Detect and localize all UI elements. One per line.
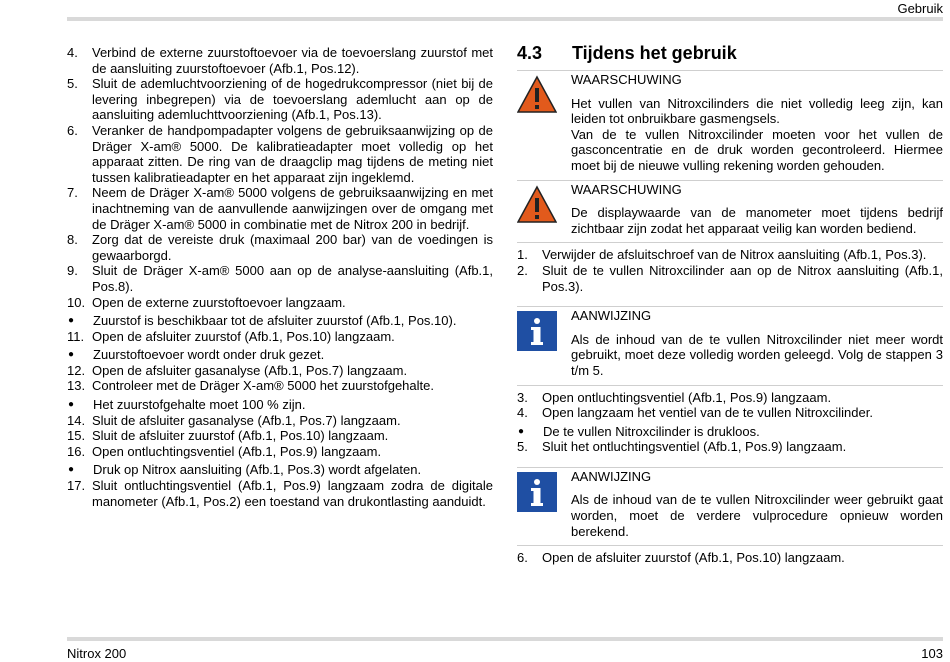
step-number: 17. [67,478,86,494]
list-item [67,76,493,123]
item-text: Het zuurstofgehalte moet 100 % zijn. [93,397,306,413]
step-number: 16. [67,443,86,459]
step-list [517,247,943,294]
warning-body: Het vullen van Nitroxcilinders die niet volledig leeg zijn, kan leiden tot onbruikbare gasmengsels. Van de te vullen Nitroxcilinder moeten voor het vullen de gasconcentratie en de druk worden gecontroleerd. Hiermee moet bij de nieuwe vulling rekening worden gehouden. [571,95,943,173]
list-item [517,439,943,455]
list-item [67,444,493,460]
list-item [517,263,943,294]
step-number: 13. [67,378,86,394]
list-item [67,413,493,429]
list-item [517,550,943,566]
step-list [517,550,943,566]
list-item [67,363,493,379]
item-text: De te vullen Nitroxcilinder is drukloos. [543,423,760,439]
list-item [67,185,493,232]
bullet-marker: ● [68,315,75,327]
divider [517,385,943,386]
step-number: 5. [67,76,78,92]
footer-rule [67,637,943,641]
left-column [67,45,493,509]
warning-body: De displaywaarde van de manometer moet tijdens bedrijf zichtbaar zijn zodat het apparaat veilig kan worden bediend. [571,205,943,236]
warning-box [517,180,943,237]
step-number: 8. [67,232,78,248]
bullet-marker: ● [68,464,75,476]
warning-title: WAARSCHUWING [571,181,682,197]
bullet-item [67,347,493,363]
info-icon [517,472,557,512]
item-text: Verbind de externe zuurstoftoevoer via de toevoerslang zuurstof met de aansluiting zuurstoftoevoer (Afb.1, Pos.12). [92,45,493,76]
info-icon [517,311,557,351]
item-text: Sluit de Dräger X-am® 5000 aan op de analyse-aansluiting (Afb.1, Pos.8). [92,263,493,294]
bullet-item [67,313,493,329]
step-number: 10. [67,294,86,310]
item-text: Verwijder de afsluitschroef van de Nitrox aansluiting (Afb.1, Pos.3). [542,247,927,263]
step-number: 15. [67,428,86,444]
section-title: Tijdens het gebruik [572,43,737,63]
list-item [67,45,493,76]
step-number: 2. [517,262,528,278]
item-text: Sluit de afsluiter zuurstof (Afb.1, Pos.10) langzaam. [92,428,389,444]
item-text: Sluit ontluchtingsventiel (Afb.1, Pos.9) langzaam zodra de digitale manometer (Afb.1, Pos.2) een toestand van drukontlasting aanduidt. [92,478,493,509]
step-number: 7. [67,185,78,201]
note-title: AANWIJZING [571,308,652,324]
step-number: 5. [517,439,528,455]
item-text: Sluit de ademluchtvoorziening of de hogedrukcompressor (niet bij de levering inbegrepen) via de toevoerslang ademlucht aan op de aansluiting ademluchttvoorziening (Afb.1, Pos.13). [92,76,493,123]
step-number: 14. [67,412,86,428]
bullet-item [67,397,493,413]
step-number: 6. [517,550,528,566]
item-text: Open de afsluiter zuurstof (Afb.1, Pos.10) langzaam. [92,328,395,344]
bullet-marker: ● [68,349,75,361]
warning-triangle-icon [517,75,557,115]
item-text: Sluit de afsluiter gasanalyse (Afb.1, Pos.7) langzaam. [92,412,401,428]
list-item [67,329,493,345]
item-text: Neem de Dräger X-am® 5000 volgens de gebruiksaanwijzing en met inachtneming van de aanvullende aanwijzingen over de omgang met de Dräger X-am® 5000 in combinatie met de Nitrox 200 in bedrijf. [92,185,493,232]
note-body: Als de inhoud van de te vullen Nitroxcilinder niet meer wordt gebruikt, moet deze volledig worden geleegd. Volg de stappen 3 t/m 5. [571,331,943,378]
item-text: Open ontluchtingsventiel (Afb.1, Pos.9) langzaam. [542,389,832,405]
warning-box [517,70,943,174]
list-item [517,405,943,421]
item-text: Open de afsluiter zuurstof (Afb.1, Pos.10) langzaam. [542,550,845,566]
step-number: 4. [67,45,78,60]
bullet-marker: ● [518,425,525,437]
header-rule [67,17,943,21]
note-box [517,306,943,378]
list-item [67,478,493,509]
divider [517,545,943,546]
item-text: Zuurstoftoevoer wordt onder druk gezet. [93,347,325,363]
note-box [517,467,943,539]
list-item [67,295,493,311]
header-section-title: Gebruik [897,1,943,16]
item-text: Sluit de te vullen Nitroxcilinder aan op de Nitrox aansluiting (Afb.1, Pos.3). [542,262,943,294]
item-text: Open langzaam het ventiel van de te vullen Nitroxcilinder. [542,405,873,421]
step-list [517,390,943,455]
item-text: Open ontluchtingsventiel (Afb.1, Pos.9) langzaam. [92,443,382,459]
item-text: Zuurstof is beschikbaar tot de afsluiter zuurstof (Afb.1, Pos.10). [93,313,457,329]
section-number: 4.3 [517,43,543,63]
warning-triangle-icon [517,185,557,225]
item-text: Open de externe zuurstoftoevoer langzaam. [92,294,346,310]
bullet-marker: ● [68,399,75,411]
list-item [517,390,943,406]
item-text: Controleer met de Dräger X-am® 5000 het zuurstofgehalte. [92,378,434,394]
note-title: AANWIJZING [571,468,652,484]
warning-title: WAARSCHUWING [571,72,682,87]
step-number: 9. [67,263,78,279]
item-text: Open de afsluiter gasanalyse (Afb.1, Pos.7) langzaam. [92,362,408,378]
list-item [67,428,493,444]
step-number: 6. [67,122,78,138]
step-number: 11. [67,328,85,344]
list-item [67,232,493,263]
bullet-item [67,462,493,478]
note-body: Als de inhoud van de te vullen Nitroxcilinder weer gebruikt gaat worden, moet de verdere vulprocedure opnieuw worden berekend. [571,492,943,539]
item-text: Veranker de handpompadapter volgens de gebruiksaanwijzing op de Dräger X-am® 5000. De kalibratieadapter moet volledig op het apparaat zitten. De ring van de draagclip mag tijdens de meting niet tussen kalibratieadapter en het apparaat zijn ingeklemd. [92,122,493,185]
step-number: 1. [517,247,528,263]
section-heading [517,42,943,64]
list-item [67,378,493,394]
item-text: Sluit het ontluchtingsventiel (Afb.1, Pos.9) langzaam. [542,439,847,455]
list-item [67,123,493,185]
bullet-item [517,424,943,440]
list-item [517,247,943,263]
step-number: 12. [67,362,86,378]
step-number: 3. [517,389,528,405]
footer-product: Nitrox 200 [67,646,127,661]
divider [517,242,943,243]
right-column [517,42,943,566]
item-text: Druk op Nitrox aansluiting (Afb.1, Pos.3) wordt afgelaten. [93,462,422,478]
page-number: 103 [921,646,943,661]
step-number: 4. [517,405,528,421]
list-item [67,263,493,294]
item-text: Zorg dat de vereiste druk (maximaal 200 bar) van de voedingen is gewaarborgd. [92,232,493,263]
